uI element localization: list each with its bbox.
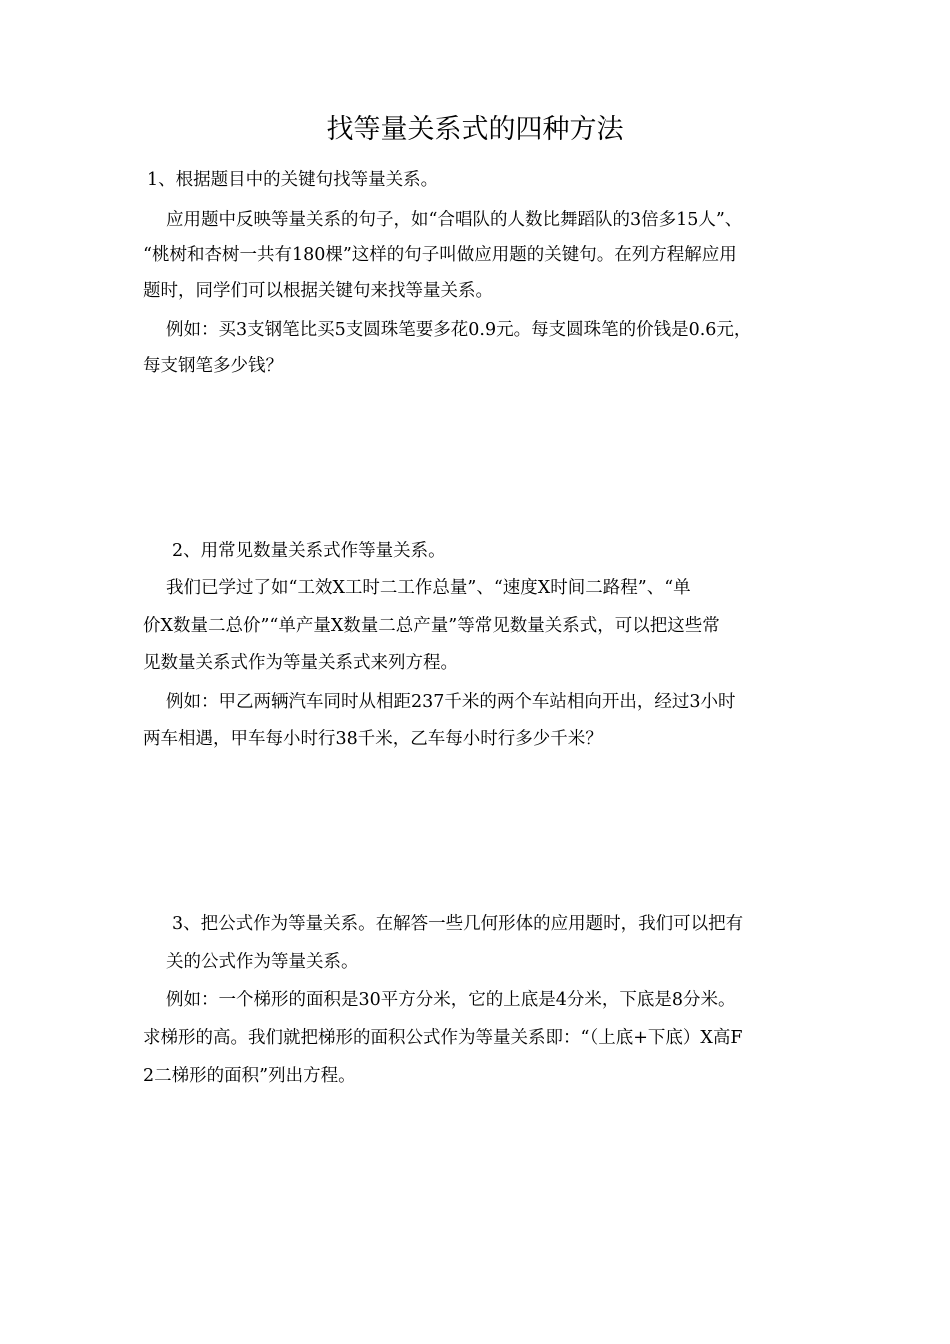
section-heading: 2、用常见数量关系式作等量关系。 [172, 541, 446, 561]
paragraph-line: “桃树和杏树一共有180棵”这样的句子叫做应用题的关键句。在列方程解应用 [143, 245, 737, 265]
paragraph-line: 价X数量二总价”“单产量X数量二总产量”等常见数量关系式，可以把这些常 [143, 616, 720, 636]
paragraph-line: 我们已学过了如“工效X工时二工作总量”、“速度X时间二路程”、“单 [166, 578, 691, 598]
example-line: 每支钢笔多少钱？ [143, 356, 283, 376]
example-line: 2二梯形的面积”列出方程。 [143, 1066, 356, 1086]
example-line: 两车相遇，甲车每小时行38千米，乙车每小时行多少千米？ [143, 729, 603, 749]
paragraph-line: 应用题中反映等量关系的句子，如“合唱队的人数比舞蹈队的3倍多15人”、 [166, 210, 743, 230]
page-title: 找等量关系式的四种方法 [326, 114, 624, 145]
section-heading: 1、根据题目中的关键句找等量关系。 [147, 170, 439, 190]
example-line: 例如：买3支钢笔比买5支圆珠笔要多花0.9元。每支圆珠笔的价钱是0.6元， [166, 320, 752, 340]
example-line: 例如：甲乙两辆汽车同时从相距237千米的两个车站相向开出，经过3小时 [166, 692, 736, 712]
example-line: 求梯形的高。我们就把梯形的面积公式作为等量关系即：“（上底+下底）X高F [143, 1028, 743, 1048]
paragraph-line: 见数量关系式作为等量关系式来列方程。 [143, 653, 458, 673]
paragraph-line: 关的公式作为等量关系。 [166, 952, 359, 972]
section-heading: 3、把公式作为等量关系。在解答一些几何形体的应用题时，我们可以把有 [172, 914, 744, 934]
example-line: 例如：一个梯形的面积是30平方分米，它的上底是4分米，下底是8分米。 [166, 990, 736, 1010]
paragraph-line: 题时，同学们可以根据关键句来找等量关系。 [143, 281, 493, 301]
